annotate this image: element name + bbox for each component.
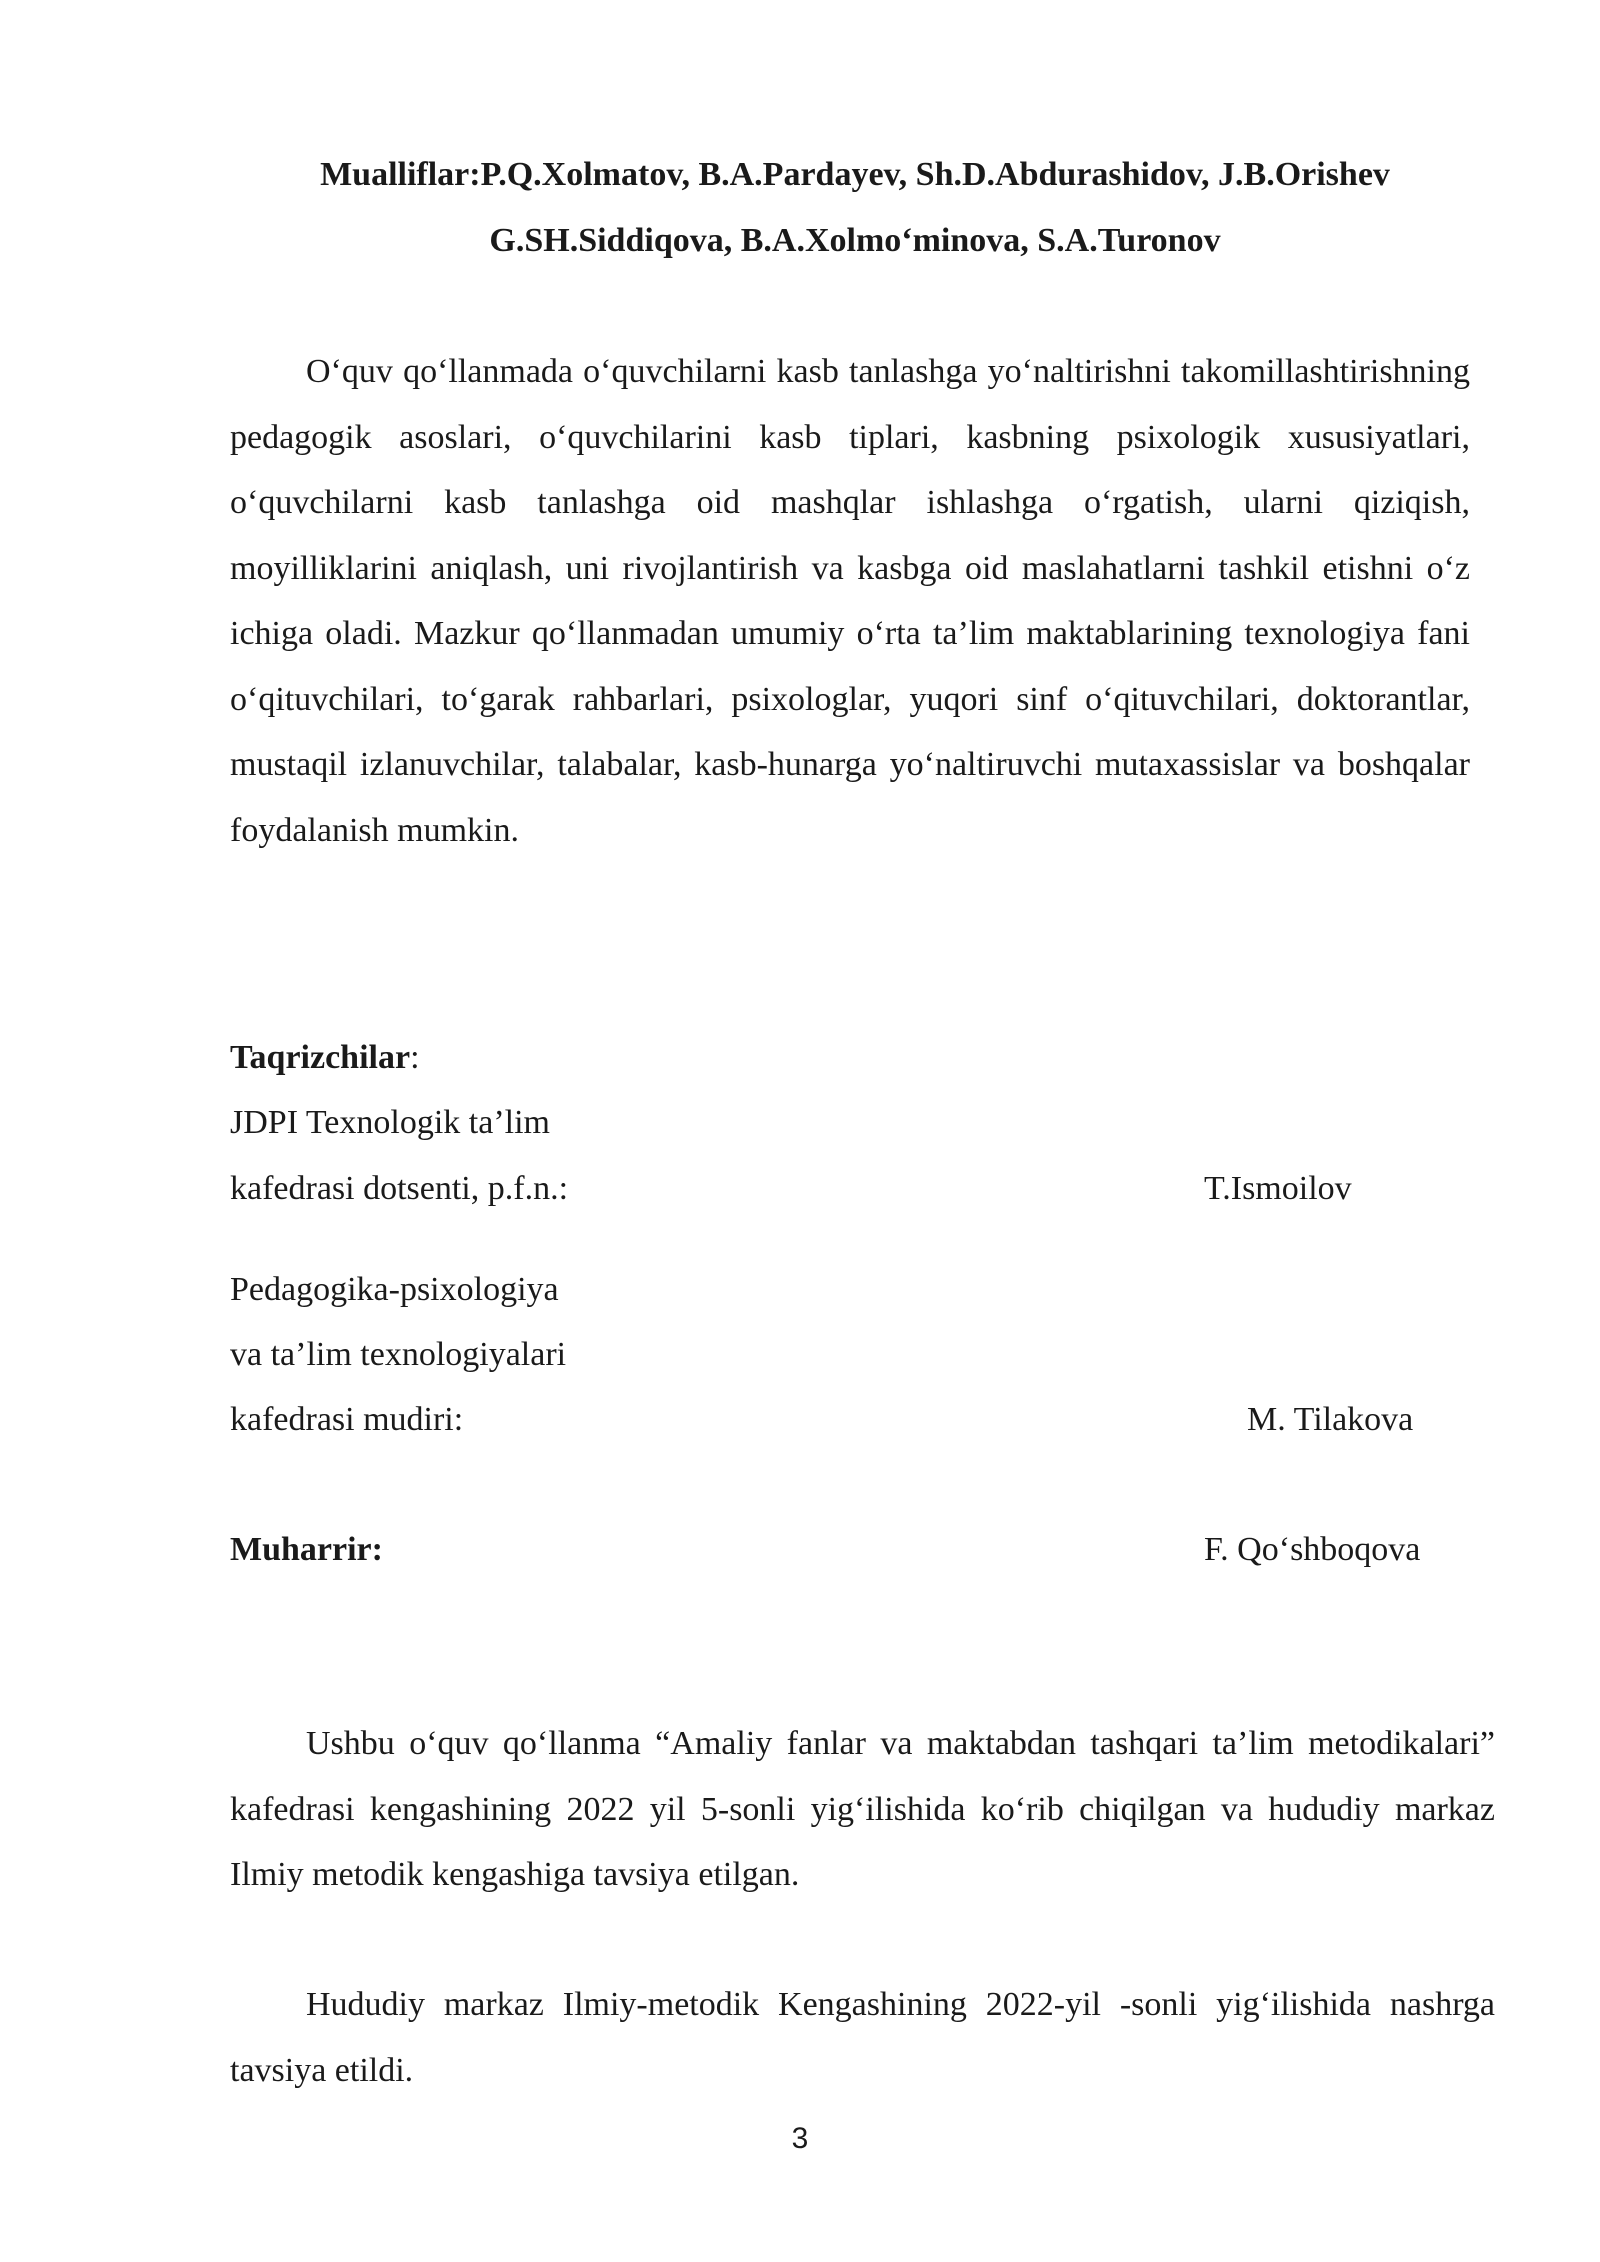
reviewer-1-affiliation-line-1: JDPI Texnologik ta’lim	[230, 1104, 550, 1141]
reviewers-heading-colon: :	[410, 1039, 420, 1076]
authors-line-1: Mualliflar:P.Q.Xolmatov, B.A.Pardayev, Sh.D.Abdurashidov, J.B.Orishev	[320, 156, 1390, 193]
reviewer-1-affiliation-line-2: kafedrasi dotsenti, p.f.n.:	[230, 1170, 569, 1207]
page-number: 3	[791, 2122, 809, 2155]
editor-label: Muharrir:	[230, 1531, 383, 1568]
authors-line-2: G.SH.Siddiqova, B.A.Xolmo‘minova, S.A.Turonov	[489, 222, 1221, 259]
reviewer-2-name: M. Tilakova	[1247, 1401, 1414, 1438]
reviewer-2-affiliation-line-2: va ta’lim texnologiyalari	[230, 1336, 567, 1373]
reviewers-heading: Taqrizchilar	[230, 1039, 411, 1076]
approval-paragraph: Ushbu o‘quv qo‘llanma “Amaliy fanlar va maktabdan tashqari ta’lim metodikalari” kafedrasi kengashining 2022 yil 5-sonli yig‘ilishida ko‘rib chiqilgan va hududiy markaz Ilmiy metodik kengashiga tavsiya etilgan.	[230, 1725, 1495, 1893]
authors-block	[230, 142, 1480, 274]
reviewer-2-affiliation-line-3: kafedrasi mudiri:	[230, 1401, 464, 1438]
abstract-paragraph: O‘quv qo‘llanmada o‘quvchilarni kasb tanlashga yo‘naltirishni takomillashtirishning pedagogik asoslari, o‘quvchilarini kasb tiplari, kasbning psixologik xususiyatlari, o‘quvchilarni kasb tanlashga oid mashqlar ishlashga o‘rgatish, ularni qiziqish, moyilliklarini aniqlash, uni rivojlantirish va kasbga oid maslahatlarni tashkil etishni o‘z ichiga oladi. Mazkur qo‘llanmadan umumiy o‘rta ta’lim maktablarining texnologiya fani o‘qituvchilari, to‘garak rahbarlari, psixologlar, yuqori sinf o‘qituvchilari, doktorantlar, mustaqil izlanuvchilar, talabalar, kasb-hunarga yo‘naltiruvchi mutaxassislar va boshqalar foydalanish mumkin.	[230, 353, 1470, 849]
editor-name: F. Qo‘shboqova	[1204, 1531, 1421, 1568]
reviewer-1-name: T.Ismoilov	[1204, 1170, 1352, 1207]
reviewer-2-affiliation-line-1: Pedagogika-psixologiya	[230, 1271, 559, 1308]
council-paragraph: Hududiy markaz Ilmiy-metodik Kengashining 2022-yil -sonli yig‘ilishida nashrga tavsiya etildi.	[230, 1986, 1495, 2089]
reviewers-heading-line	[230, 1038, 420, 1078]
